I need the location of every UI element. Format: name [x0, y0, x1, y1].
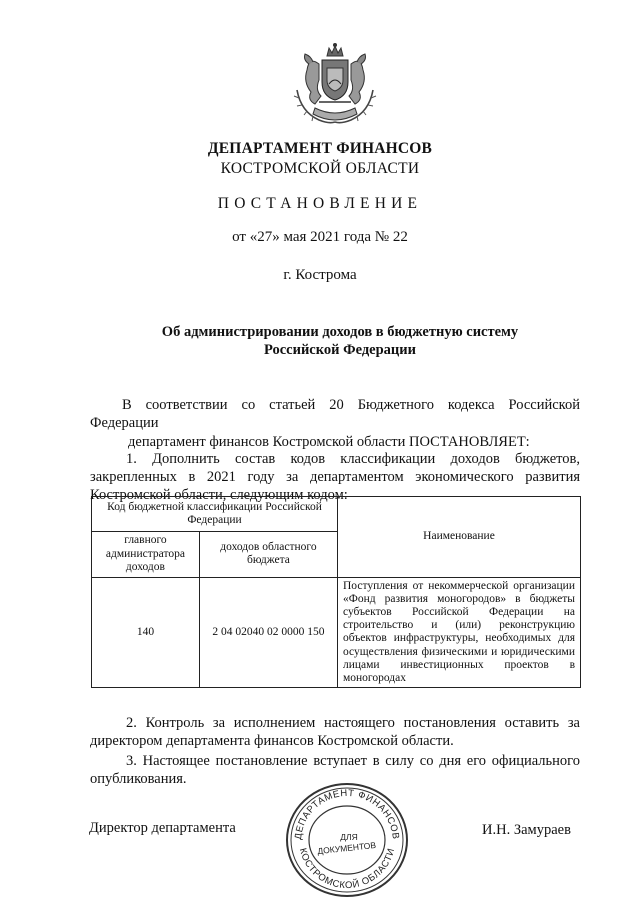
item-2-paragraph: 2. Контроль за исполнением настоящего постановления оставить за директором департамента финансов Костромской области. — [90, 715, 580, 749]
document-kind: ПОСТАНОВЛЕНИЕ — [217, 195, 423, 212]
admin-code-cell: 140 — [92, 577, 200, 688]
document-city: г. Кострома — [283, 267, 357, 283]
resolves-line: департамент финансов Костромской области ПОСТАНОВЛЯЕТ: — [128, 434, 530, 450]
signatory-name: И.Н. Замураев — [482, 822, 571, 838]
header-admin-cell: главного администратора доходов — [92, 532, 200, 578]
signatory-position: Директор департамента — [89, 820, 236, 836]
intro-paragraph-line2: Федерации — [90, 415, 159, 431]
stamp-ring-top: ДЕПАРТАМЕНТ ФИНАНСОВ — [292, 787, 402, 841]
stamp-center-line2: ДОКУМЕНТОВ — [316, 839, 377, 857]
subject-line-1: Об администрировании доходов в бюджетную систему — [161, 324, 519, 340]
header-group-cell: Код бюджетной классификации Российской Федерации — [92, 497, 338, 532]
stamp-ring-bottom: КОСТРОМСКОЙ ОБЛАСТИ — [296, 846, 398, 892]
item-1-paragraph: 1. Дополнить состав кодов классификации доходов бюджетов, закрепленных в 2021 году за департаментом экономического развития Костромской области, следующим кодом: — [90, 451, 580, 503]
table-row — [92, 577, 581, 688]
income-code-cell: 2 04 02040 02 0000 150 — [199, 577, 337, 688]
department-region: КОСТРОМСКОЙ ОБЛАСТИ — [220, 160, 420, 177]
intro-paragraph-line1: В соответствии со статьей 20 Бюджетного кодекса Российской — [122, 397, 580, 413]
item-3-paragraph: 3. Настоящее постановление вступает в силу со дня его официального опубликования. — [90, 753, 580, 787]
income-name-cell: Поступления от некоммерческой организации «Фонд развития моногородов» в бюджеты субъектов Российской Федерации на строительство и (или) реконструкцию объектов инфраструктуры, необходимых для осуществления физическими и юридическими лицами инвестиционных проектов в моногородах — [338, 577, 581, 688]
document-date-number: от «27» мая 2021 года № 22 — [232, 229, 408, 245]
stamp-center-line1: ДЛЯ — [340, 832, 358, 842]
document-subject — [120, 323, 560, 359]
department-title: ДЕПАРТАМЕНТ ФИНАНСОВ — [207, 140, 433, 157]
budget-codes-table — [91, 496, 581, 688]
header-name-cell: Наименование — [338, 497, 581, 578]
coat-of-arms-emblem — [289, 42, 381, 130]
official-stamp — [283, 780, 411, 898]
header-income-cell: доходов областного бюджета — [199, 532, 337, 578]
subject-line-2: Российской Федерации — [263, 342, 416, 358]
